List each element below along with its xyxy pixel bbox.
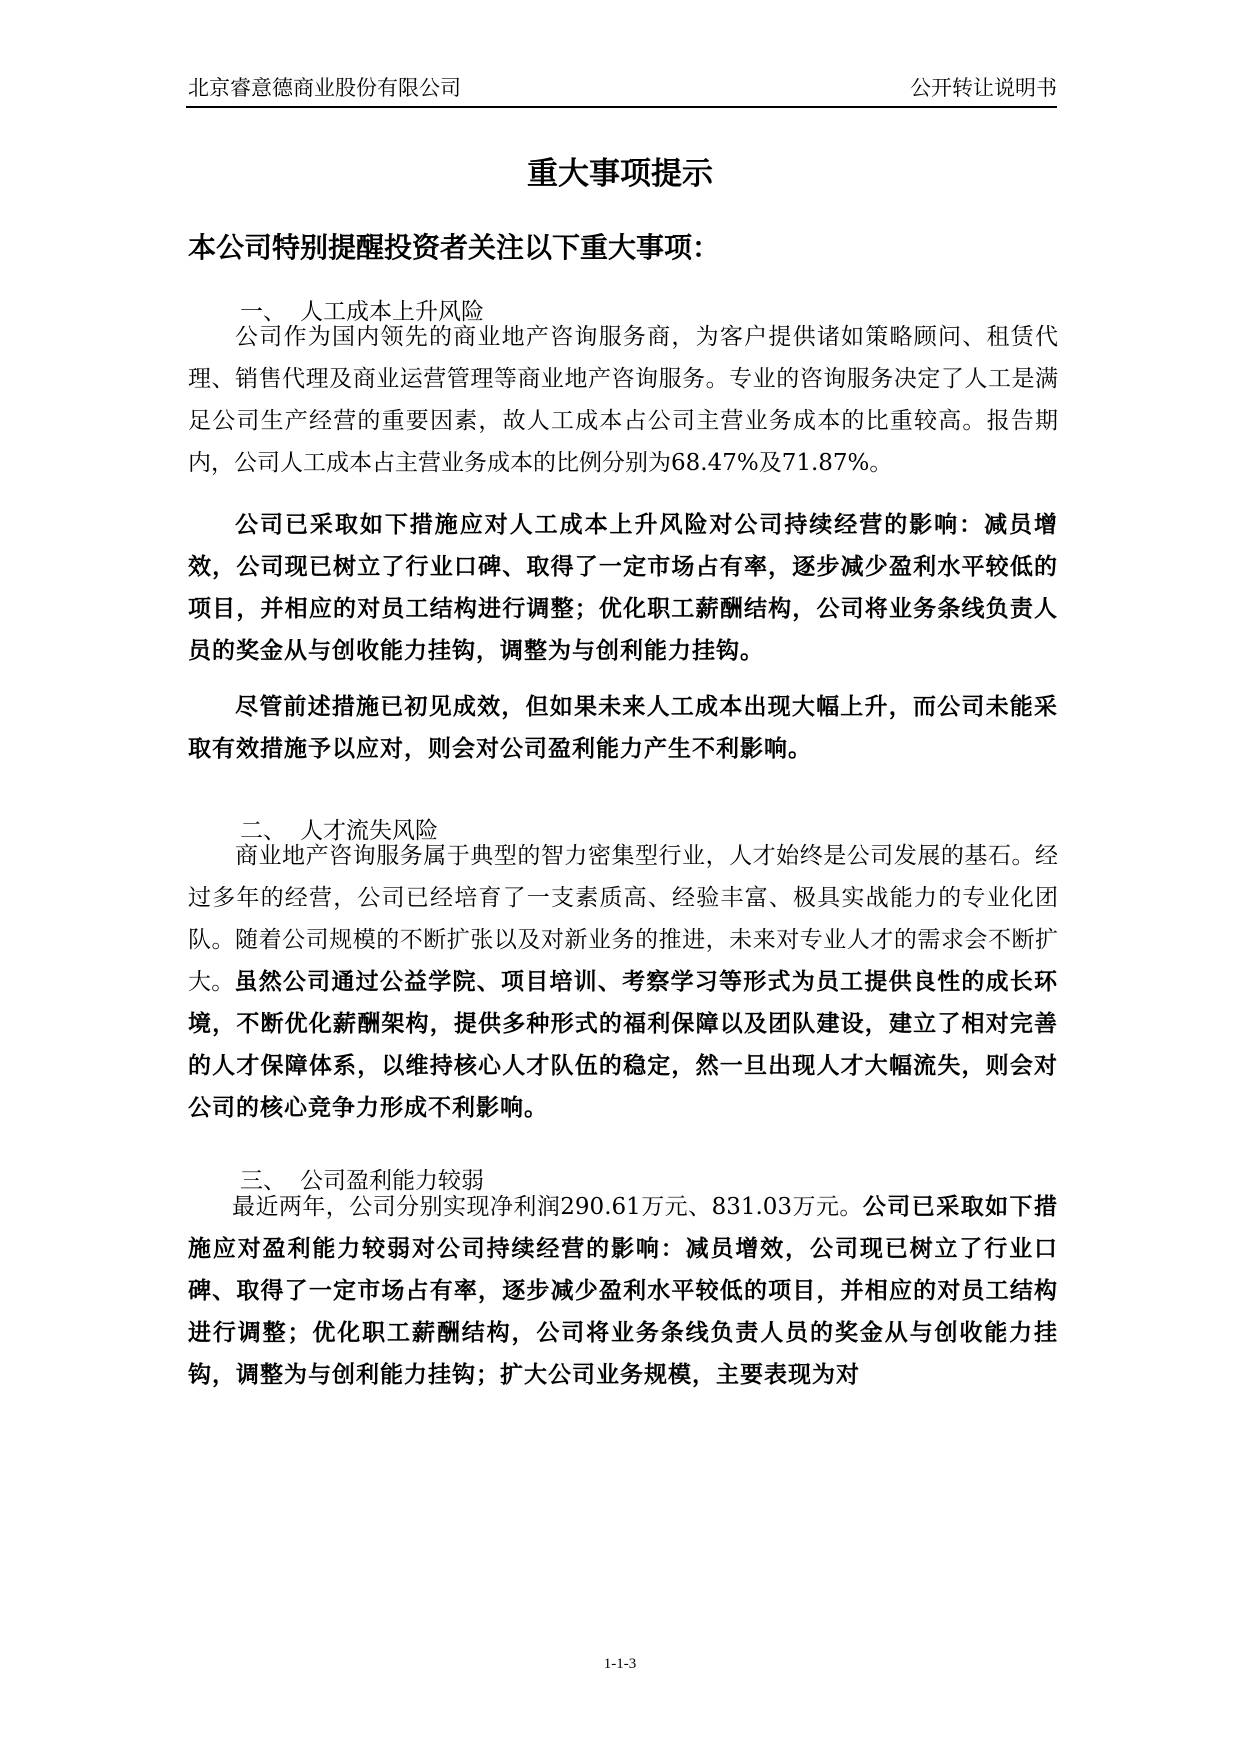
section-1-paragraph-1: 公司作为国内领先的商业地产咨询服务商，为客户提供诸如策略顾问、租赁代理、销售代理及商业运营管理等商业地产咨询服务。专业的咨询服务决定了人工是满足公司生产经营的重要因素，故人工成本占公司主营业务成本的比重较高。报告期内，公司人工成本占主营业务成本的比例分别为68.47%及71.87%。: [188, 324, 1058, 476]
section-1-title: 人工成本上升风险: [300, 299, 484, 325]
investor-notice: 本公司特别提醒投资者关注以下重大事项：: [188, 231, 721, 264]
section-2-paragraph-1: [188, 835, 1058, 1129]
section-3-paragraph-bold: 公司已采取如下措施应对盈利能力较弱对公司持续经营的影响：减员增效，公司现已树立了行业口碑、取得了一定市场占有率，逐步减少盈利水平较低的项目，并相应的对员工结构进行调整；优化职工薪酬结构，公司将业务条线负责人员的奖金从与创收能力挂钩，调整为与创利能力挂钩；扩大公司业务规模，主要表现为对: [188, 1194, 1058, 1388]
section-1-paragraph-2: 公司已采取如下措施应对人工成本上升风险对公司持续经营的影响：减员增效，公司现已树立了行业口碑、取得了一定市场占有率，逐步减少盈利水平较低的项目，并相应的对员工结构进行调整；优化职工薪酬结构，公司将业务条线负责人员的奖金从与创收能力挂钩，调整为与创利能力挂钩。: [188, 512, 1058, 664]
section-1-paragraph-3: 尽管前述措施已初见成效，但如果未来人工成本出现大幅上升，而公司未能采取有效措施予以应对，则会对公司盈利能力产生不利影响。: [188, 694, 1058, 762]
page-header: [186, 70, 1057, 108]
section-2-number: 二、: [240, 818, 286, 844]
page-number: 1-1-3: [603, 1656, 637, 1672]
section-2-paragraph-regular: 商业地产咨询服务属于典型的智力密集型行业，人才始终是公司发展的基石。经过多年的经营，公司已经培育了一支素质高、经验丰富、极具实战能力的专业化团队。随着公司规模的不断扩张以及对新业务的推进，未来对专业人才的需求会不断扩大。: [188, 843, 1058, 995]
section-2-title: 人才流失风险: [300, 818, 438, 844]
header-document-type: 公开转让说明书: [910, 76, 1057, 100]
section-2-paragraph-bold: 虽然公司通过公益学院、项目培训、考察学习等形式为员工提供良性的成长环境，不断优化薪酬架构，提供多种形式的福利保障以及团队建设，建立了相对完善的人才保障体系，以维持核心人才队伍的稳定，然一旦出现人才大幅流失，则会对公司的核心竞争力形成不利影响。: [188, 969, 1059, 1121]
section-3-number: 三、: [240, 1168, 286, 1194]
section-3-paragraph-1: [188, 1186, 1058, 1396]
section-3-title: 公司盈利能力较弱: [300, 1168, 484, 1194]
page-title: 重大事项提示: [527, 156, 713, 192]
header-company-name: 北京睿意德商业股份有限公司: [188, 76, 461, 100]
section-1-number: 一、: [240, 299, 286, 325]
section-3-paragraph-regular: 最近两年，公司分别实现净利润290.61万元、831.03万元。: [232, 1194, 863, 1220]
